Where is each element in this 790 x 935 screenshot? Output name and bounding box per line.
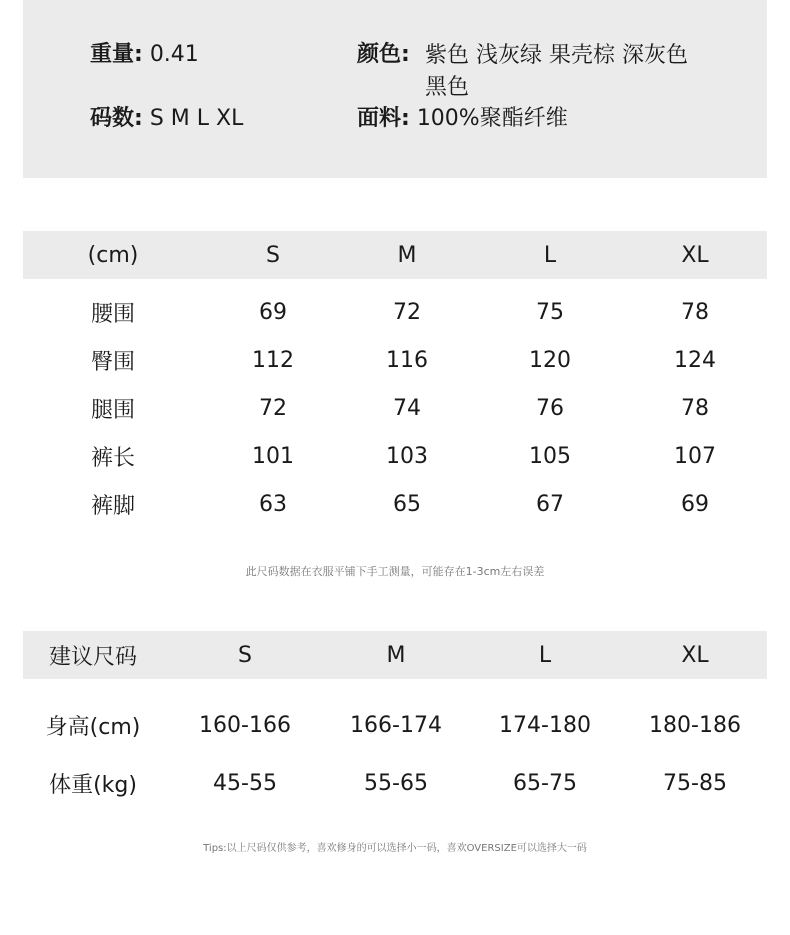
table-cell: 103 — [386, 443, 428, 469]
color-label: 颜色: — [357, 42, 410, 67]
table-cell: 69 — [681, 491, 709, 517]
weight-label: 体重(kg) — [49, 772, 137, 798]
table-cell: 75-85 — [663, 770, 727, 796]
table-row — [23, 480, 767, 528]
table-cell: 45-55 — [213, 770, 277, 796]
table-cell: 160-166 — [199, 712, 291, 738]
weight-info — [90, 40, 199, 70]
size-header-l: L — [543, 242, 557, 268]
table-cell: 69 — [259, 299, 287, 325]
table-cell: 65 — [393, 491, 421, 517]
suggest-header-m: M — [386, 642, 406, 668]
measure-label: 裤脚 — [90, 493, 135, 519]
size-header-m: M — [397, 242, 417, 268]
size-header-unit: (cm) — [87, 242, 139, 268]
sizes-info — [90, 104, 243, 134]
color-value: 紫色 浅灰绿 果壳棕 深灰色 黑色 — [425, 43, 688, 100]
table-cell: 166-174 — [350, 712, 442, 738]
table-row — [23, 336, 767, 384]
measurement-note: 此尺码数据在衣服平铺下手工测量，可能存在1-3cm左右误差 — [245, 565, 545, 578]
table-cell: 107 — [674, 443, 716, 469]
table-cell: 76 — [536, 395, 564, 421]
suggest-table-header — [23, 631, 767, 679]
measure-label: 腿围 — [90, 397, 135, 423]
suggest-header-s: S — [238, 642, 252, 668]
table-row — [23, 701, 767, 749]
table-cell: 116 — [386, 347, 428, 373]
weight-label: 重量: — [90, 42, 143, 67]
suggest-header-xl: XL — [681, 642, 709, 668]
weight-value: 0.41 — [149, 42, 199, 67]
table-cell: 74 — [393, 395, 421, 421]
table-cell: 120 — [529, 347, 571, 373]
table-cell: 105 — [529, 443, 571, 469]
fabric-value: 100%聚酯纤维 — [416, 106, 568, 131]
table-cell: 112 — [252, 347, 294, 373]
measure-label: 臀围 — [90, 349, 135, 375]
table-cell: 72 — [259, 395, 287, 421]
size-header-xl: XL — [681, 242, 709, 268]
table-row — [23, 759, 767, 807]
size-header-s: S — [266, 242, 280, 268]
table-cell: 63 — [259, 491, 287, 517]
table-cell: 78 — [681, 299, 709, 325]
color-info — [357, 40, 410, 70]
height-label: 身高(cm) — [45, 714, 141, 740]
table-cell: 65-75 — [513, 770, 577, 796]
table-cell: 55-65 — [364, 770, 428, 796]
table-cell: 124 — [674, 347, 716, 373]
table-row — [23, 384, 767, 432]
table-cell: 72 — [393, 299, 421, 325]
suggest-header-label: 建议尺码 — [48, 644, 137, 670]
table-cell: 78 — [681, 395, 709, 421]
measure-label: 裤长 — [90, 445, 135, 471]
table-row — [23, 288, 767, 336]
table-cell: 75 — [536, 299, 564, 325]
fabric-info — [357, 104, 568, 134]
table-cell: 174-180 — [499, 712, 591, 738]
measure-label: 腰围 — [90, 301, 135, 327]
fabric-label: 面料: — [357, 106, 410, 131]
sizes-label: 码数: — [90, 106, 143, 131]
tips-note: Tips:以上尺码仅供参考，喜欢修身的可以选择小一码，喜欢OVERSIZE可以选择大一码 — [203, 843, 587, 854]
table-cell: 180-186 — [649, 712, 741, 738]
table-cell: 101 — [252, 443, 294, 469]
table-row — [23, 432, 767, 480]
table-cell: 67 — [536, 491, 564, 517]
suggest-header-l: L — [538, 642, 552, 668]
size-table-header — [23, 231, 767, 279]
sizes-value: S M L XL — [149, 106, 244, 131]
